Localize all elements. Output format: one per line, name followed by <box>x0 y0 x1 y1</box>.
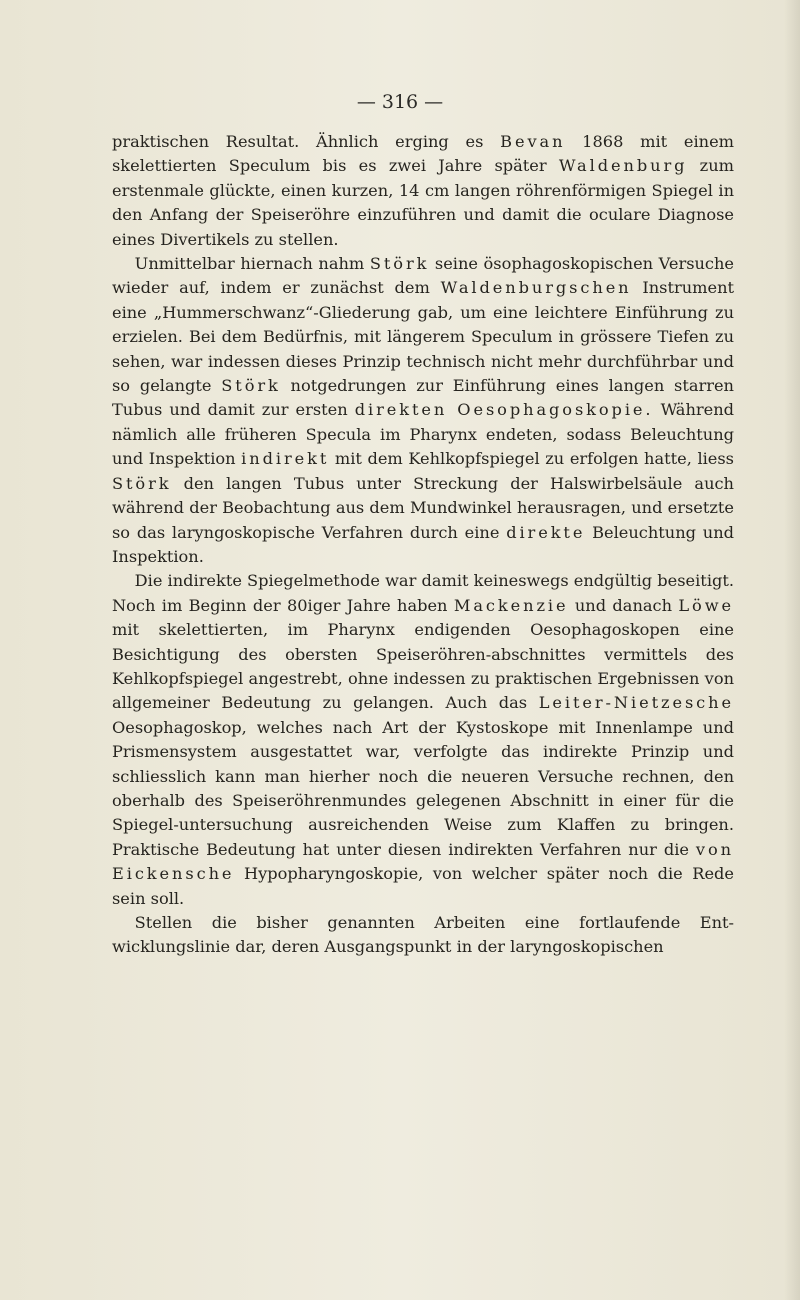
paragraph <box>112 252 734 569</box>
paragraph <box>112 569 734 911</box>
text-run: seine ösophagoskopischen Versuche wieder auf, indem er zunächst dem <box>112 254 734 298</box>
emphasized-text: Löwe <box>678 595 734 615</box>
paragraph <box>112 911 734 960</box>
text-run: mit skelettierten, im Pharynx endigenden Oesophagoskopen eine Besichtigung des obersten Speiseröhren-abschnittes vermittels des Kehlkopfspiegel angestrebt, ohne indessen zu praktischen Ergebnissen von allgemeiner Bedeutung zu gelangen. Auch das <box>112 620 734 713</box>
text-run: Instrument eine „Hummerschwanz“-Gliederung gab, um eine leichtere Einführung zu erzielen. Bei dem Bedürfnis, mit längerem Speculum in grössere Tiefen zu sehen, war indessen dieses Prinzip technisch nicht mehr durchführbar und so gelangte <box>112 278 735 396</box>
body-text <box>112 130 734 960</box>
emphasized-text: direkten Oesophagoskopie. <box>354 400 654 420</box>
text-run: Hypopharyngoskopie, von welcher später noch die Rede sein soll. <box>112 864 734 908</box>
text-run: praktischen Resultat. Ähnlich erging es <box>112 132 501 151</box>
emphasized-text: Mackenzie <box>453 595 569 615</box>
emphasized-text: Bevan <box>500 132 566 151</box>
text-run: Während nämlich alle früheren Specula im Pharynx endeten, sodass Beleuchtung und Inspektion <box>112 400 734 469</box>
text-run: Beleuchtung und Inspektion. <box>112 522 734 566</box>
page-number: — 316 — <box>356 91 444 113</box>
text-run: 1868 mit einem skelettierten Speculum bis es zwei Jahre später <box>112 132 734 176</box>
text-run: zum erstenmale glückte, einen kurzen, 14 cm langen röhrenförmigen Spiegel in den Anfang der Speiseröhre einzuführen und damit die oculare Diagnose eines Divertikels zu stellen. <box>112 156 734 249</box>
text-run: Oesophagoskop, welches nach Art der Kystoskope mit Innenlampe und Prismensystem ausgestattet war, verfolgte das indirekte Prinzip und schliesslich kann man hierher noch die neueren Versuche rechnen, den oberhalb des Speiseröhrenmundes gelegenen Abschnitt in einer für die Spiegel-untersuchung ausreichenden Weise zum Klaffen zu bringen. Praktische Bedeutung hat unter diesen indirekten Verfahren nur die <box>112 717 734 859</box>
emphasized-text: direkte <box>506 522 586 542</box>
emphasized-text: Leiter-Nietzesche <box>538 693 734 713</box>
emphasized-text: von Eickensche <box>112 839 734 884</box>
text-run: notgedrungen zur Einführung eines langen starren Tubus und damit zur ersten <box>112 376 734 420</box>
text-run: mit dem Kehlkopfspiegel zu erfolgen hatte, liess <box>329 449 734 469</box>
text-run: den langen Tubus unter Streckung der Halswirbelsäule auch während der Beobachtung aus dem Mundwinkel herausragen, und ersetzte so das laryngoskopische Verfahren durch eine <box>112 473 734 542</box>
text-run: Stellen die bisher genannten Arbeiten eine fortlaufende Ent-wicklungslinie dar, deren Ausgangspunkt in der laryngoskopischen <box>112 913 734 957</box>
text-run: und danach <box>568 595 679 615</box>
emphasized-text: indirekt <box>241 449 330 469</box>
text-run: Unmittelbar hiernach nahm <box>134 254 370 274</box>
paragraph <box>112 130 734 252</box>
emphasized-text: Störk <box>221 376 281 396</box>
page-edge-shadow <box>784 0 800 1300</box>
text-run: Die indirekte Spiegelmethode war damit keineswegs endgültig beseitigt. Noch im Beginn der 80iger Jahre haben <box>112 571 735 615</box>
emphasized-text: Waldenburg <box>558 156 688 176</box>
emphasized-text: Störk <box>112 473 172 493</box>
emphasized-text: Waldenburgschen <box>440 278 632 298</box>
emphasized-text: Störk <box>369 254 430 274</box>
